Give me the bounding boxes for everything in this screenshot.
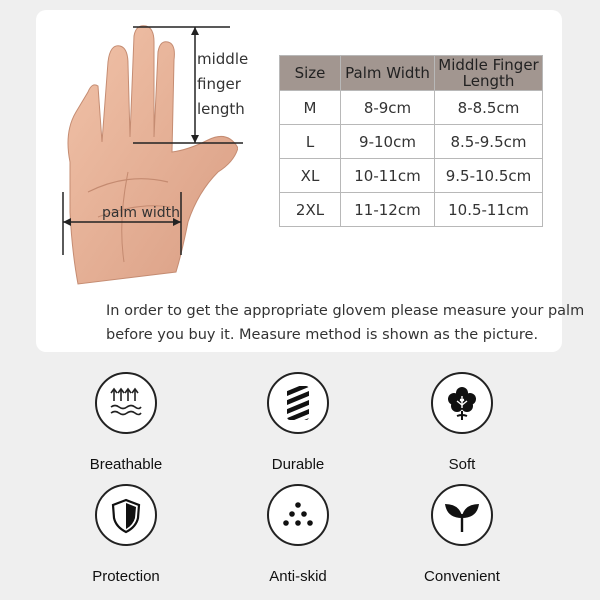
- feature-durable: [228, 372, 368, 473]
- measure-note: [106, 299, 585, 347]
- durable-icon: [267, 372, 329, 434]
- note-line-2: before you buy it. Measure method is shown as the picture.: [106, 327, 539, 343]
- feature-label: Protection: [92, 568, 160, 585]
- cotton-icon: [431, 372, 493, 434]
- note-line-1: In order to get the appropriate glovem please measure your palm: [106, 303, 585, 319]
- table-cell: 10.5-11cm: [435, 193, 543, 227]
- feature-convenient: [392, 484, 532, 585]
- finger-label-line-1: middle: [197, 50, 249, 68]
- table-header: Middle Finger Length: [435, 56, 543, 91]
- feature-label: Breathable: [89, 456, 163, 473]
- table-row: [280, 159, 543, 193]
- feature-protection: [56, 484, 196, 585]
- table-header-row: [280, 56, 543, 91]
- table-cell: 9-10cm: [341, 125, 435, 159]
- table-cell: 8-9cm: [341, 91, 435, 125]
- breathable-icon: [95, 372, 157, 434]
- leaf-icon: [431, 484, 493, 546]
- table-header: Size: [280, 56, 341, 91]
- table-cell: L: [280, 125, 341, 159]
- shield-icon: [95, 484, 157, 546]
- dots-icon: [267, 484, 329, 546]
- feature-soft: [392, 372, 532, 473]
- table-cell: M: [280, 91, 341, 125]
- feature-label: Soft: [448, 456, 476, 473]
- feature-breathable: [56, 372, 196, 473]
- table-row: [280, 125, 543, 159]
- feature-label: Anti-skid: [269, 568, 327, 585]
- table-cell: 2XL: [280, 193, 341, 227]
- table-cell: 10-11cm: [341, 159, 435, 193]
- table-row: [280, 91, 543, 125]
- table-cell: 8.5-9.5cm: [435, 125, 543, 159]
- table-cell: 11-12cm: [341, 193, 435, 227]
- table-header: Palm Width: [341, 56, 435, 91]
- middle-finger-length-label: [197, 47, 267, 122]
- table-cell: XL: [280, 159, 341, 193]
- finger-label-line-2: finger: [197, 75, 241, 93]
- table-cell: 9.5-10.5cm: [435, 159, 543, 193]
- size-table: [279, 55, 543, 227]
- table-cell: 8-8.5cm: [435, 91, 543, 125]
- table-row: [280, 193, 543, 227]
- feature-anti-skid: [228, 484, 368, 585]
- feature-label: Durable: [271, 456, 325, 473]
- feature-label: Convenient: [424, 568, 500, 585]
- palm-width-label: palm width: [102, 205, 181, 221]
- finger-label-line-3: length: [197, 100, 245, 118]
